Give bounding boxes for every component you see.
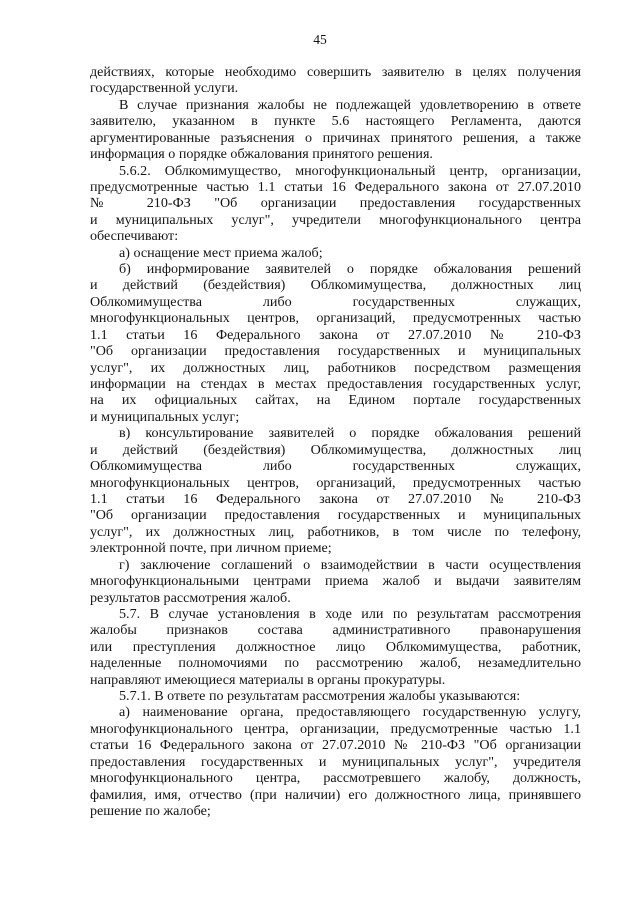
text-line: 5.7.1. В ответе по результатам рассмотрения жалобы указываются: bbox=[119, 688, 521, 705]
paragraph bbox=[90, 606, 581, 688]
text-line: а) наименование органа, предоставляющего государственную услугу, bbox=[119, 704, 581, 721]
text-line: 5.6.2. Облкомимущество, многофункциональный центр, организации, bbox=[119, 162, 581, 179]
paragraph bbox=[90, 704, 581, 819]
text-line: 5.7. В случае установления в ходе или по результатам рассмотрения bbox=[119, 605, 581, 622]
text-line: заявителю, указанном в пункте 5.6 настоящего Регламента, даются bbox=[90, 113, 581, 130]
text-line: наделенные полномочиями по рассмотрению жалоб, незамедлительно bbox=[90, 655, 581, 672]
text-line: предоставления государственных и муниципальных услуг", учредителя bbox=[90, 753, 581, 770]
text-line: "Об организации предоставления государственных и муниципальных bbox=[90, 343, 581, 360]
paragraph bbox=[90, 64, 581, 97]
paragraph bbox=[90, 261, 581, 425]
document-body bbox=[90, 64, 581, 819]
text-line: и действий (бездействия) Облкомимущества, должностных лиц bbox=[90, 441, 581, 458]
text-line: электронной почте, при личном приеме; bbox=[90, 540, 332, 557]
text-line: В случае признания жалобы не подлежащей удовлетворению в ответе bbox=[119, 96, 581, 113]
text-line: результатов рассмотрения жалоб. bbox=[90, 589, 291, 606]
text-line: 1.1 статьи 16 Федерального закона от 27.07.2010 № 210-ФЗ bbox=[90, 326, 581, 343]
text-line: или преступления должностное лицо Облкомимущества, работник, bbox=[90, 638, 581, 655]
text-line: и муниципальных услуг; bbox=[90, 408, 240, 425]
paragraph bbox=[90, 97, 581, 163]
text-line: фамилия, имя, отчество (при наличии) его должностного лица, принявшего bbox=[90, 786, 581, 803]
text-line: многофункционального центра, организации, предусмотренные частью 1.1 bbox=[90, 720, 581, 737]
text-line: б) информирование заявителей о порядке обжалования решений bbox=[119, 261, 581, 278]
text-line: многофункционального центра, рассмотревшего жалобу, должность, bbox=[90, 770, 581, 787]
text-line: на их официальных сайтах, на Едином портале государственных bbox=[90, 392, 581, 409]
text-line: услуг", их должностных лиц, работников, в том числе по телефону, bbox=[90, 523, 581, 540]
text-line: предусмотренные частью 1.1 статьи 16 Федерального закона от 27.07.2010 bbox=[90, 178, 581, 195]
text-line: действиях, которые необходимо совершить заявителю в целях получения bbox=[90, 64, 581, 80]
text-line: аргументированные разъяснения о причинах принятого решения, а также bbox=[90, 129, 581, 146]
text-line: решение по жалобе; bbox=[90, 802, 211, 819]
text-line: статьи 16 Федерального закона от 27.07.2010 № 210-ФЗ "Об организации bbox=[90, 737, 581, 754]
text-line: в) консультирование заявителей о порядке обжалования решений bbox=[119, 425, 581, 442]
text-line: многофункциональных центров, организаций, предусмотренных частью bbox=[90, 310, 581, 327]
text-line: г) заключение соглашений о взаимодействии в части осуществления bbox=[119, 556, 581, 573]
text-line: а) оснащение мест приема жалоб; bbox=[119, 244, 323, 261]
text-line: № 210-ФЗ "Об организации предоставления государственных bbox=[90, 195, 581, 212]
text-line: и муниципальных услуг", учредители многофункционального центра bbox=[90, 211, 581, 228]
text-line: многофункциональными центрами приема жалоб и выдачи заявителям bbox=[90, 573, 581, 590]
text-line: услуг", их должностных лиц, работников посредством размещения bbox=[90, 359, 581, 376]
text-line: Облкомимущества либо государственных служащих, bbox=[90, 293, 581, 310]
page-number: 45 bbox=[313, 32, 327, 47]
text-line: жалобы признаков состава административного правонарушения bbox=[90, 622, 581, 639]
text-line: информация о порядке обжалования принятого решения. bbox=[90, 146, 433, 163]
paragraph bbox=[90, 245, 581, 261]
paragraph bbox=[90, 425, 581, 556]
text-line: "Об организации предоставления государственных и муниципальных bbox=[90, 507, 581, 524]
text-line: 1.1 статьи 16 Федерального закона от 27.07.2010 № 210-ФЗ bbox=[90, 490, 581, 507]
paragraph bbox=[90, 688, 581, 704]
text-line: информации на стендах в местах предоставления государственных услуг, bbox=[90, 376, 581, 393]
paragraph bbox=[90, 557, 581, 606]
text-line: обеспечивают: bbox=[90, 228, 179, 245]
text-line: многофункциональных центров, организаций, предусмотренных частью bbox=[90, 474, 581, 491]
text-line: Облкомимущества либо государственных служащих, bbox=[90, 458, 581, 475]
text-line: государственной услуги. bbox=[90, 80, 239, 97]
text-line: направляют имеющиеся материалы в органы прокуратуры. bbox=[90, 671, 446, 688]
paragraph bbox=[90, 163, 581, 245]
text-line: и действий (бездействия) Облкомимущества, должностных лиц bbox=[90, 277, 581, 294]
